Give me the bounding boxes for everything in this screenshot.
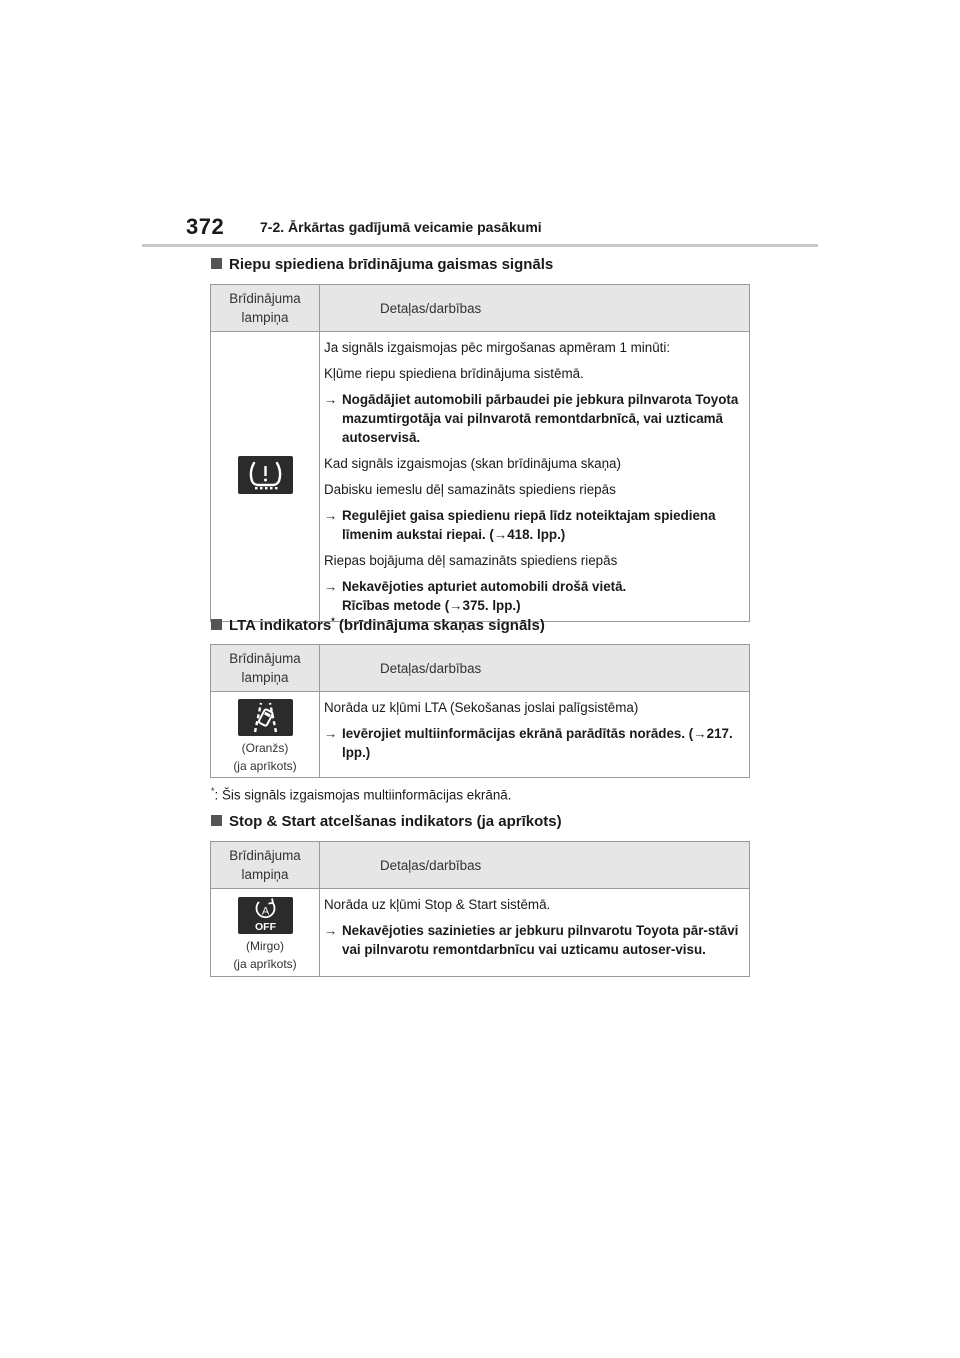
lamp-caption: (Oranžs)	[241, 740, 289, 755]
arrow-right-icon: →	[324, 726, 338, 741]
table-row	[211, 692, 750, 778]
detail-cell	[320, 692, 750, 778]
header-details: Detaļas/darbības	[320, 842, 750, 889]
heading-text: LTA indikators	[229, 617, 332, 634]
action-text: Nekavējoties apturiet automobili drošā vietā. Rīcības metode (→375. lpp.)	[342, 579, 627, 613]
heading-suffix: (brīdinājuma skaņas signāls)	[334, 617, 545, 634]
lamp-caption: (ja aprīkots)	[233, 758, 297, 773]
detail-action	[324, 724, 743, 762]
footnote-mark: *	[331, 616, 335, 626]
bullet-square-icon	[211, 815, 222, 826]
lta-table	[210, 644, 750, 778]
arrow-right-icon: →	[324, 579, 338, 594]
footnote-text: : Šis signāls izgaismojas multiinformācijas ekrānā.	[214, 787, 512, 803]
lamp-caption: (ja aprīkots)	[233, 956, 297, 971]
stop-start-table	[210, 841, 750, 977]
action-text: Nekavējoties sazinieties ar jebkuru pilnvarotu Toyota pār-stāvi vai pilnvarotu remontdarbnīcu vai uzticamu autoser-visu.	[342, 923, 739, 957]
table-header-row	[211, 285, 750, 332]
lamp-cell	[211, 889, 320, 977]
header-details: Detaļas/darbības	[320, 645, 750, 692]
tire-pressure-table	[210, 284, 750, 622]
detail-action	[324, 577, 743, 615]
lamp-cell	[211, 332, 320, 622]
stop-start-letter: A	[261, 905, 269, 917]
header-rule	[142, 244, 818, 247]
table-header-row	[211, 645, 750, 692]
lamp-caption: (Mirgo)	[246, 938, 284, 953]
detail-text: Kļūme riepu spiediena brīdinājuma sistēmā.	[324, 366, 584, 381]
header-lamp: Brīdinājuma lampiņa	[211, 645, 320, 692]
detail-action	[324, 390, 743, 447]
arrow-right-icon: →	[324, 923, 338, 938]
arrow-right-icon: →	[324, 508, 338, 523]
detail-cell	[320, 332, 750, 622]
heading-tire-pressure	[211, 256, 553, 273]
lamp-cell	[211, 692, 320, 778]
tire-pressure-warning-icon	[238, 456, 293, 494]
footnote	[211, 786, 511, 802]
header-details: Detaļas/darbības	[320, 285, 750, 332]
table-row	[211, 332, 750, 622]
lane-trace-assist-icon	[238, 699, 293, 736]
detail-text: Norāda uz kļūmi LTA (Sekošanas joslai palīgsistēma)	[324, 700, 639, 715]
action-text: Ievērojiet multiinformācijas ekrānā parādītās norādes. (→217. lpp.)	[342, 726, 733, 760]
detail-cell	[320, 889, 750, 977]
stop-start-off-icon	[238, 897, 293, 934]
bullet-square-icon	[211, 619, 222, 630]
page-number: 372	[186, 214, 225, 239]
detail-text: Ja signāls izgaismojas pēc mirgošanas apmēram 1 minūti:	[324, 340, 671, 355]
header-lamp: Brīdinājuma lampiņa	[211, 842, 320, 889]
header-lamp: Brīdinājuma lampiņa	[211, 285, 320, 332]
table-header-row	[211, 842, 750, 889]
action-text: Regulējiet gaisa spiedienu riepā līdz noteiktajam spiediena līmenim aukstai riepai. (→418. lpp.)	[342, 508, 716, 542]
detail-action	[324, 921, 743, 959]
heading-lta	[211, 616, 545, 634]
section-header: 7-2. Ārkārtas gadījumā veicamie pasākumi	[260, 219, 542, 235]
heading-text: Stop & Start atcelšanas indikators (ja aprīkots)	[229, 813, 562, 830]
table-row	[211, 889, 750, 977]
stop-start-off-label: OFF	[254, 920, 276, 933]
detail-action	[324, 506, 743, 544]
action-text: Nogādājiet automobili pārbaudei pie jebkura pilnvarota Toyota mazumtirgotāja vai pilnvarotā remontdarbnīcā, vai uzticamā autoservisā.	[342, 392, 739, 445]
heading-stop-start	[211, 813, 562, 830]
footnote-mark: *	[211, 786, 215, 796]
detail-text: Norāda uz kļūmi Stop & Start sistēmā.	[324, 897, 551, 912]
detail-text: Riepas bojājuma dēļ samazināts spiediens riepās	[324, 553, 618, 568]
detail-text: Dabisku iemeslu dēļ samazināts spiediens riepās	[324, 482, 616, 497]
bullet-square-icon	[211, 258, 222, 269]
arrow-right-icon: →	[324, 392, 338, 407]
detail-text: Kad signāls izgaismojas (skan brīdinājuma skaņa)	[324, 456, 621, 471]
heading-text: Riepu spiediena brīdinājuma gaismas signāls	[229, 256, 554, 273]
